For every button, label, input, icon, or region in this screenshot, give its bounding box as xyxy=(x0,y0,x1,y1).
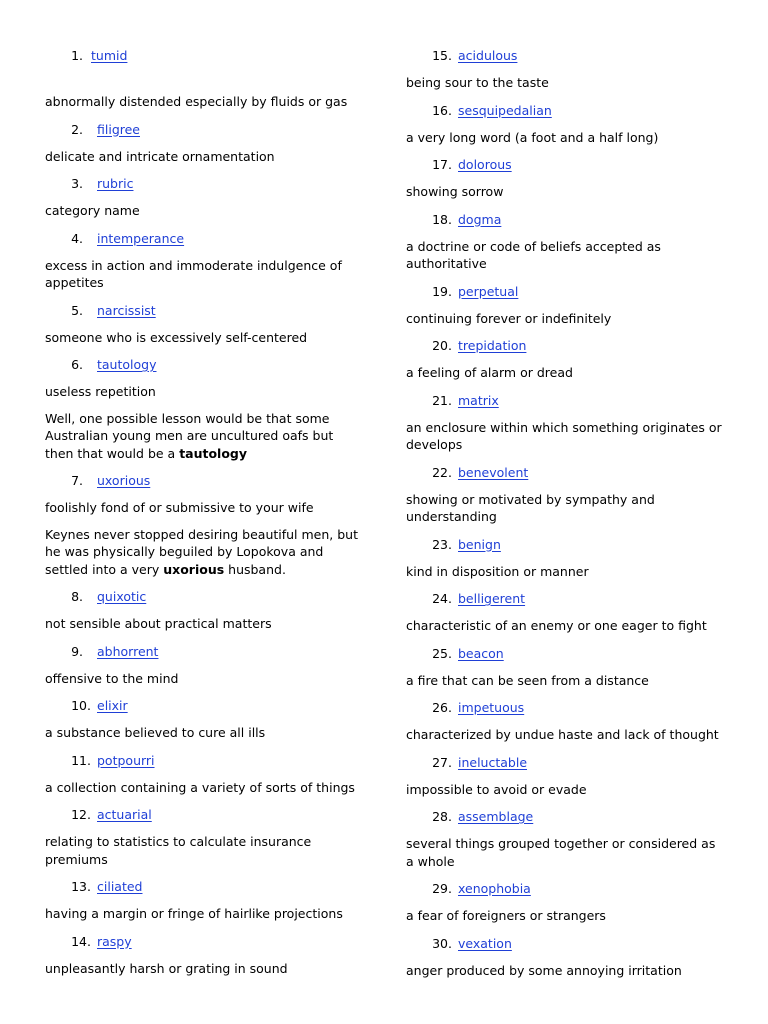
definition: relating to statistics to calculate insurance premiums xyxy=(45,834,312,867)
definition: a doctrine or code of beliefs accepted as authoritative xyxy=(406,238,661,271)
entry-number: 26. xyxy=(432,700,452,715)
term-line xyxy=(406,535,726,554)
definition: excess in action and immoderate indulgence of appetites xyxy=(45,257,342,290)
term-line xyxy=(406,46,726,65)
term-link[interactable]: raspy xyxy=(97,933,132,949)
term-link[interactable]: dogma xyxy=(458,211,502,227)
term-link[interactable]: assemblage xyxy=(458,809,534,824)
term-link[interactable]: belligerent xyxy=(458,591,526,606)
vocab-entry xyxy=(406,879,726,925)
term-line xyxy=(45,120,365,139)
term-link[interactable]: narcissist xyxy=(97,302,156,318)
definition: useless repetition xyxy=(45,384,156,399)
vocab-entry xyxy=(45,877,365,923)
term-line xyxy=(406,210,726,229)
term-link[interactable]: ineluctable xyxy=(458,754,528,770)
entry-number: 17. xyxy=(432,157,452,172)
term-line xyxy=(45,932,365,951)
vocab-entry xyxy=(45,355,365,462)
term-line xyxy=(45,805,365,824)
entry-number: 6. xyxy=(71,357,83,372)
definition: several things grouped together or considered as a whole xyxy=(406,836,716,869)
vocab-entry xyxy=(45,696,365,742)
definition: a feeling of alarm or dread xyxy=(406,365,573,380)
term-line xyxy=(406,589,726,608)
vocab-entry xyxy=(45,229,365,292)
definition: a fire that can be seen from a distance xyxy=(406,672,649,688)
definition: characteristic of an enemy or one eager to fight xyxy=(406,618,707,633)
vocab-entry xyxy=(406,753,726,799)
term-line xyxy=(45,696,365,715)
vocab-entry xyxy=(45,301,365,347)
term-link[interactable]: tumid xyxy=(91,48,128,63)
definition: offensive to the mind xyxy=(45,670,179,686)
vocab-entry xyxy=(45,751,365,797)
vocab-entry xyxy=(406,46,726,92)
term-line xyxy=(45,471,365,490)
entry-number: 28. xyxy=(432,809,452,824)
term-link[interactable]: tautology xyxy=(97,357,157,372)
vocab-entry xyxy=(45,120,365,166)
vocab-entry xyxy=(406,155,726,201)
term-link[interactable]: acidulous xyxy=(458,48,518,63)
term-link[interactable]: perpetual xyxy=(458,283,519,299)
term-link[interactable]: elixir xyxy=(97,698,128,713)
entry-number: 29. xyxy=(432,881,452,896)
term-line xyxy=(45,355,365,374)
term-line xyxy=(406,101,726,120)
entry-number: 12. xyxy=(71,807,91,822)
term-link[interactable]: benign xyxy=(458,536,501,552)
definition: delicate and intricate ornamentation xyxy=(45,148,275,164)
entry-number: 5. xyxy=(71,302,83,318)
term-line xyxy=(406,934,726,953)
term-line xyxy=(45,229,365,248)
vocab-entry xyxy=(45,805,365,868)
definition: being sour to the taste xyxy=(406,75,549,90)
example-sentence xyxy=(45,526,365,579)
definition: someone who is excessively self-centered xyxy=(45,329,308,345)
entry-number: 15. xyxy=(432,48,452,63)
vocab-entry xyxy=(45,46,365,111)
term-line xyxy=(45,751,365,770)
example-text: Keynes never stopped desiring beautiful men, but he was physically beguiled by Lopokova and settled into a very xyxy=(45,526,359,577)
term-line xyxy=(406,155,726,174)
term-link[interactable]: dolorous xyxy=(458,157,512,172)
definition: not sensible about practical matters xyxy=(45,616,272,631)
term-link[interactable]: rubric xyxy=(97,176,134,191)
term-line xyxy=(45,174,365,193)
term-line xyxy=(406,644,726,663)
term-link[interactable]: intemperance xyxy=(97,230,185,246)
vocab-entry xyxy=(406,698,726,744)
term-link[interactable]: uxorious xyxy=(97,473,151,488)
entry-number: 24. xyxy=(432,591,452,606)
term-link[interactable]: matrix xyxy=(458,392,499,408)
vocab-entry xyxy=(406,807,726,870)
entry-number: 14. xyxy=(71,933,91,949)
entry-number: 9. xyxy=(71,643,83,659)
vocab-entry xyxy=(45,471,365,578)
term-link[interactable]: actuarial xyxy=(97,807,152,822)
definition: having a margin or fringe of hairlike projections xyxy=(45,906,343,921)
term-link[interactable]: benevolent xyxy=(458,464,529,480)
term-link[interactable]: quixotic xyxy=(97,589,147,604)
entry-number: 2. xyxy=(71,121,83,137)
vocabulary-column-right xyxy=(406,46,726,988)
vocab-entry xyxy=(406,644,726,690)
definition: showing or motivated by sympathy and understanding xyxy=(406,491,655,524)
example-highlight: uxorious xyxy=(163,561,225,577)
term-line xyxy=(406,879,726,898)
entry-number: 30. xyxy=(432,935,452,951)
definition: continuing forever or indefinitely xyxy=(406,310,612,326)
entry-number: 23. xyxy=(432,536,452,552)
vocab-entry xyxy=(406,101,726,147)
term-link[interactable]: beacon xyxy=(458,645,504,661)
term-link[interactable]: trepidation xyxy=(458,338,527,353)
term-link[interactable]: abhorrent xyxy=(97,643,159,659)
definition: a substance believed to cure all ills xyxy=(45,725,266,740)
definition: characterized by undue haste and lack of thought xyxy=(406,727,719,742)
entry-number: 13. xyxy=(71,879,91,894)
example-text-end: husband. xyxy=(224,561,286,577)
entry-number: 1. xyxy=(71,48,83,63)
vocab-entry xyxy=(406,535,726,581)
term-line xyxy=(406,391,726,410)
definition: an enclosure within which something originates or develops xyxy=(406,419,722,452)
term-line xyxy=(45,46,365,84)
vocab-entry xyxy=(406,282,726,328)
vocab-entry xyxy=(45,642,365,688)
term-link[interactable]: filigree xyxy=(97,121,140,137)
definition: category name xyxy=(45,203,140,218)
entry-number: 8. xyxy=(71,589,83,604)
entry-number: 20. xyxy=(432,338,452,353)
entry-number: 3. xyxy=(71,176,83,191)
term-line xyxy=(45,877,365,896)
vocab-entry xyxy=(406,934,726,980)
definition: kind in disposition or manner xyxy=(406,563,589,579)
term-link[interactable]: ciliated xyxy=(97,879,143,894)
definition: a fear of foreigners or strangers xyxy=(406,908,606,923)
definition: unpleasantly harsh or grating in sound xyxy=(45,960,288,976)
entry-number: 21. xyxy=(432,392,452,408)
example-sentence xyxy=(45,410,365,463)
term-line xyxy=(406,336,726,355)
definition: showing sorrow xyxy=(406,184,504,199)
example-text: Well, one possible lesson would be that some Australian young men are uncultured oafs but then that would be a xyxy=(45,410,334,461)
term-link[interactable]: sesquipedalian xyxy=(458,102,552,118)
definition: anger produced by some annoying irritation xyxy=(406,962,682,978)
term-line xyxy=(406,753,726,772)
term-line xyxy=(406,463,726,482)
term-link[interactable]: impetuous xyxy=(458,700,525,715)
term-link[interactable]: potpourri xyxy=(97,752,155,768)
entry-number: 4. xyxy=(71,230,83,246)
vocab-entry xyxy=(45,587,365,633)
vocab-entry xyxy=(406,336,726,382)
entry-number: 22. xyxy=(432,464,452,480)
definition: a collection containing a variety of sorts of things xyxy=(45,779,355,795)
vocabulary-column-left xyxy=(45,46,365,986)
definition: impossible to avoid or evade xyxy=(406,781,587,797)
entry-number: 11. xyxy=(71,752,91,768)
vocab-entry xyxy=(406,589,726,635)
entry-number: 19. xyxy=(432,283,452,299)
entry-number: 27. xyxy=(432,754,452,770)
example-highlight: tautology xyxy=(179,445,248,461)
term-link[interactable]: vexation xyxy=(458,935,512,951)
entry-number: 7. xyxy=(71,473,83,488)
term-line xyxy=(406,807,726,826)
entry-number: 25. xyxy=(432,645,452,661)
term-line xyxy=(45,642,365,661)
vocab-entry xyxy=(406,210,726,273)
vocab-entry xyxy=(406,391,726,454)
term-line xyxy=(406,698,726,717)
definition: abnormally distended especially by fluids or gas xyxy=(45,94,348,109)
entry-number: 16. xyxy=(432,102,452,118)
definition: a very long word (a foot and a half long) xyxy=(406,129,659,145)
term-line xyxy=(45,301,365,320)
term-link[interactable]: xenophobia xyxy=(458,881,531,896)
vocab-entry xyxy=(45,174,365,220)
term-line xyxy=(406,282,726,301)
definition: foolishly fond of or submissive to your wife xyxy=(45,500,314,515)
vocab-entry xyxy=(406,463,726,526)
entry-number: 18. xyxy=(432,211,452,227)
entry-number: 10. xyxy=(71,698,91,713)
vocab-entry xyxy=(45,932,365,978)
term-line xyxy=(45,587,365,606)
